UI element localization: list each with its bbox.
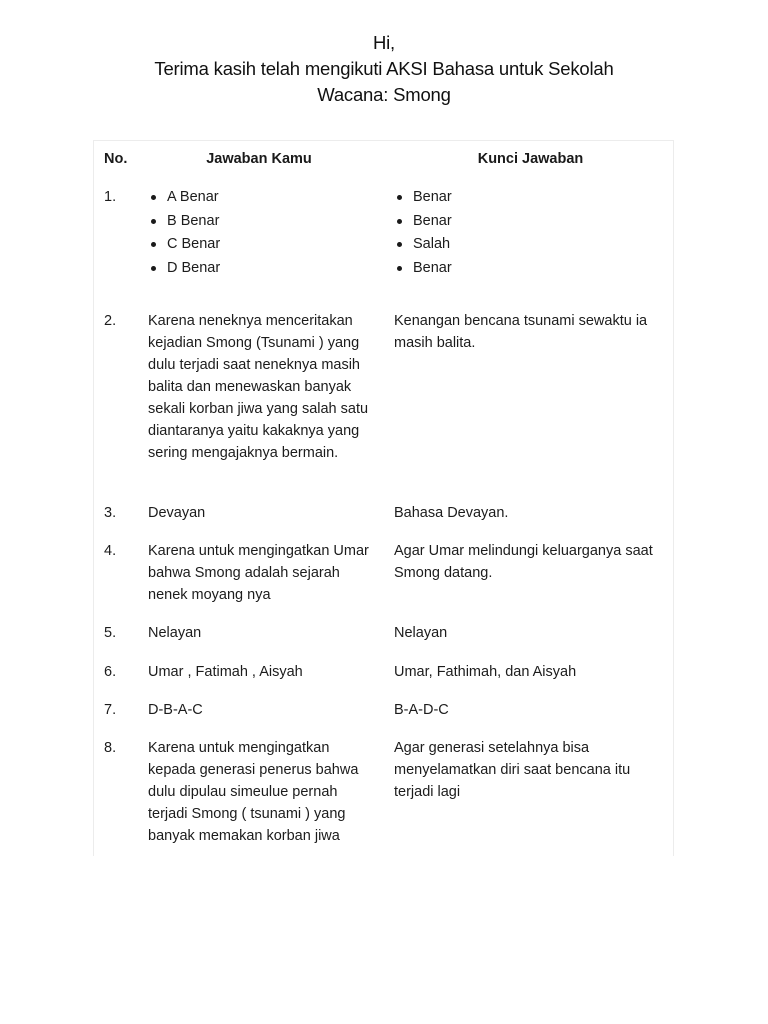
answer-table [93,140,674,856]
list-item: Benar [394,186,669,210]
answer-key: Bahasa Devayan. [394,505,509,521]
row-number: 7. [104,702,117,718]
header-answer-key: Kunci Jawaban [477,151,584,167]
header-no: No. [104,151,128,167]
row-number: 3. [104,505,117,521]
row-number: 2. [104,313,117,329]
list-item: D Benar [148,257,370,281]
answer-key: B-A-D-C [394,702,449,718]
your-answer: Devayan [148,505,206,521]
answer-key: Umar, Fathimah, dan Aisyah [394,664,577,680]
answer-key: Kenangan bencana tsunami sewaktu ia masih balita. [394,313,648,351]
greeting: Hi, [372,32,395,53]
row-number: 4. [104,543,117,559]
list-item: Salah [394,233,669,257]
reading-title: Wacana: Smong [317,84,451,105]
your-answer: Karena neneknya menceritakan kejadian Smong (Tsunami ) yang dulu terjadi saat neneknya masih balita dan menewaskan banyak sekali korban jiwa yang salah satu diantaranya yaitu kakaknya yang sering mengajaknya bermain. [148,313,369,461]
list-item: Benar [394,210,669,234]
list-item: B Benar [148,210,370,234]
row-number: 6. [104,664,117,680]
row-number: 8. [104,740,117,756]
answer-key: Nelayan [394,625,448,641]
row-number: 5. [104,625,117,641]
answer-key: Agar generasi setelahnya bisa menyelamatkan diri saat bencana itu terjadi lagi [394,740,631,800]
header-your-answer: Jawaban Kamu [206,151,312,167]
row-number: 1. [104,189,117,205]
your-answer-list [148,186,370,280]
your-answer: Karena untuk mengingatkan Umar bahwa Smong adalah sejarah nenek moyang nya [148,543,369,603]
your-answer: Umar , Fatimah , Aisyah [148,664,303,680]
list-item: Benar [394,257,669,281]
thank-you-line: Terima kasih telah mengikuti AKSI Bahasa untuk Sekolah [154,58,614,79]
answer-key-list [394,186,669,280]
document-header [0,30,768,108]
your-answer: Nelayan [148,625,202,641]
list-item: C Benar [148,233,370,257]
answer-key: Agar Umar melindungi keluarganya saat Smong datang. [394,543,653,581]
list-item: A Benar [148,186,370,210]
your-answer: Karena untuk mengingatkan kepada generasi penerus bahwa dulu dipulau simeulue pernah terjadi Smong ( tsunami ) yang banyak memakan korban jiwa [148,740,359,844]
your-answer: D-B-A-C [148,702,203,718]
